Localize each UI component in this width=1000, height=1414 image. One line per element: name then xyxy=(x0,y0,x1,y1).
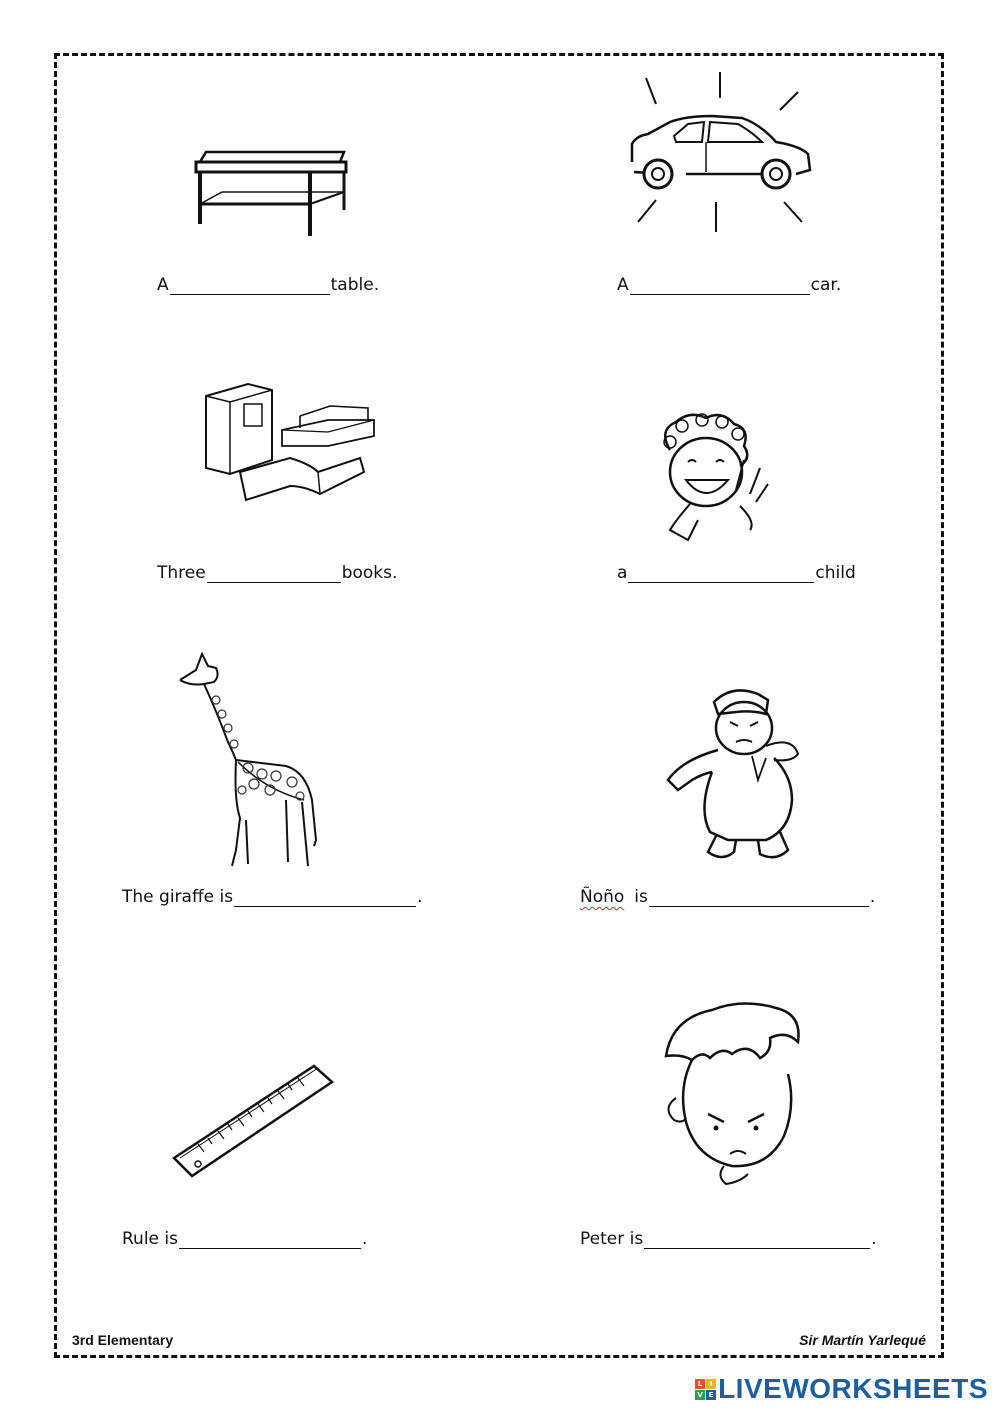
sentence-end: books. xyxy=(341,563,398,583)
brand-name: LIVEWORKSHEETS xyxy=(718,1373,988,1404)
logo-letter: L xyxy=(695,1379,705,1389)
sentence-end: car. xyxy=(810,275,842,295)
answer-field-table[interactable] xyxy=(170,274,330,295)
child-illustration xyxy=(640,410,780,550)
sentence-end: . xyxy=(417,887,423,907)
sentence-start: a xyxy=(617,563,628,583)
grade-label: 3rd Elementary xyxy=(72,1332,174,1348)
sentence-ruler xyxy=(122,1228,367,1249)
answer-field-peter[interactable] xyxy=(644,1228,870,1249)
sentence-end: . xyxy=(362,1229,368,1249)
table-illustration xyxy=(192,148,354,240)
sentence-table xyxy=(157,274,379,295)
author-label: Sir Martín Yarlequé xyxy=(799,1332,926,1348)
liveworksheets-brand[interactable] xyxy=(695,1373,988,1405)
sentence-end: child xyxy=(815,563,856,583)
sentence-start: The giraffe is xyxy=(122,887,234,907)
answer-field-nono[interactable] xyxy=(649,886,869,907)
giraffe-illustration xyxy=(176,650,326,874)
sentence-nono xyxy=(580,886,875,907)
logo-letter: I xyxy=(706,1379,716,1389)
sentence-start: A xyxy=(617,275,629,295)
sentence-start: Three xyxy=(157,563,206,583)
car-illustration xyxy=(626,70,816,240)
boy-face-illustration xyxy=(652,998,822,1188)
boy-illustration xyxy=(662,680,822,870)
sentence-start: A xyxy=(157,275,169,295)
sentence-start: Rule is xyxy=(122,1229,178,1249)
sentence-end: . xyxy=(871,1229,877,1249)
sentence-verb: is xyxy=(634,887,648,907)
answer-field-ruler[interactable] xyxy=(179,1228,361,1249)
logo-letter: E xyxy=(706,1390,716,1400)
spellcheck-name: Ñoño xyxy=(580,887,625,907)
sentence-child xyxy=(617,562,856,583)
sentence-end: . xyxy=(869,887,876,907)
sentence-start: Peter is xyxy=(580,1229,644,1249)
books-illustration xyxy=(200,376,390,506)
answer-field-giraffe[interactable] xyxy=(234,886,416,907)
sentence-end: table. xyxy=(330,275,380,295)
logo-letter: V xyxy=(695,1390,705,1400)
answer-field-books[interactable] xyxy=(207,562,341,583)
ruler-illustration xyxy=(168,1058,338,1188)
sentence-peter xyxy=(580,1228,877,1249)
liveworksheets-logo-icon xyxy=(695,1379,716,1400)
sentence-car xyxy=(617,274,841,295)
answer-field-car[interactable] xyxy=(630,274,810,295)
sentence-books xyxy=(157,562,397,583)
sentence-giraffe xyxy=(122,886,423,907)
answer-field-child[interactable] xyxy=(628,562,814,583)
